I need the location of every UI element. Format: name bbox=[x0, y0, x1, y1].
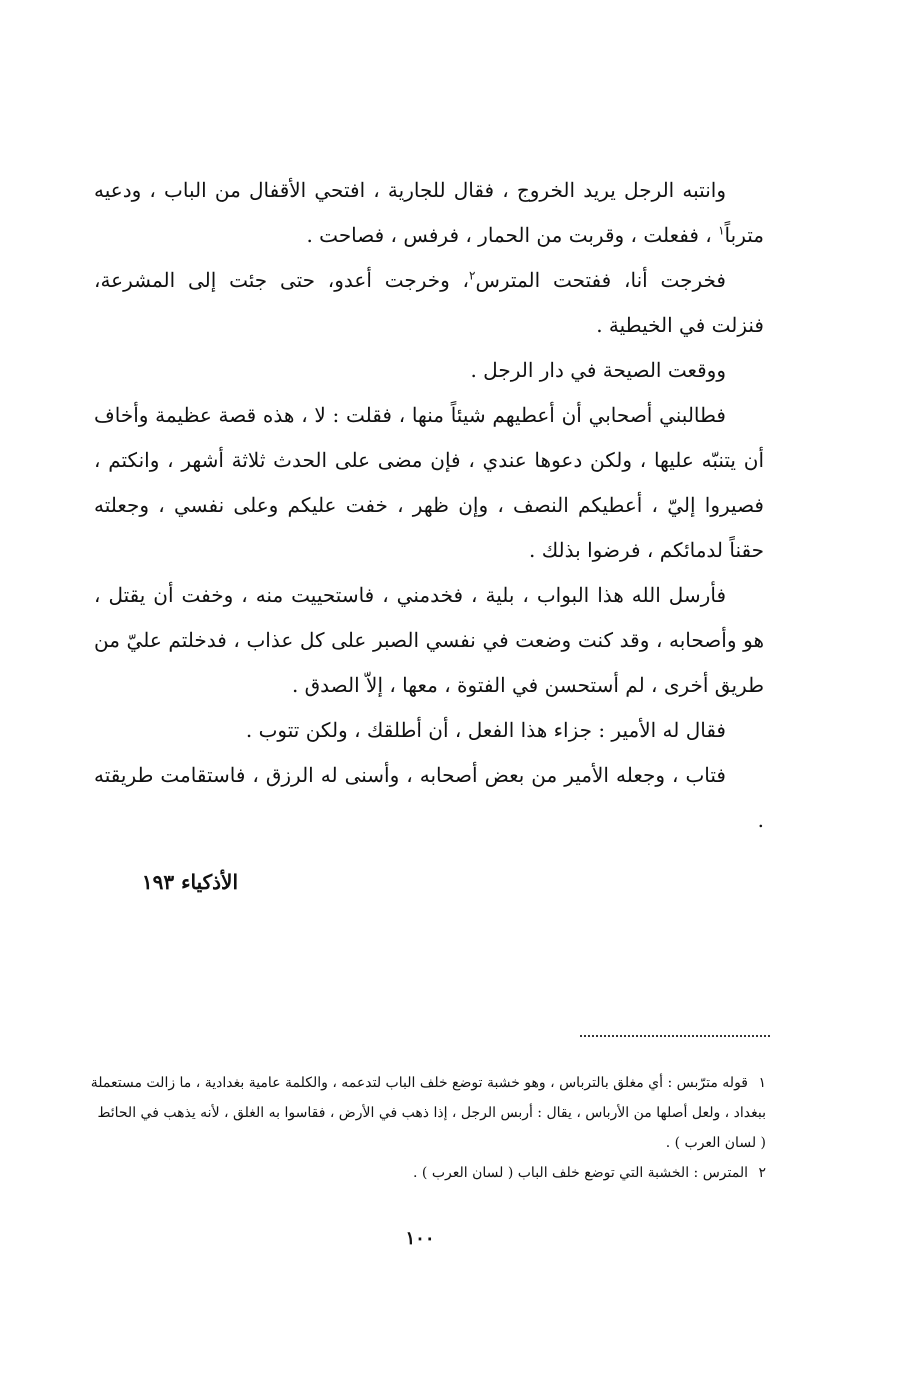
footnote-ref-1: ١ bbox=[718, 223, 725, 238]
footnote-ref-2: ٢ bbox=[469, 268, 476, 283]
body-text bbox=[94, 168, 764, 843]
paragraph-7: فتاب ، وجعله الأمير من بعض أصحابه ، وأسنى له الرزق ، فاستقامت طريقته . bbox=[94, 763, 764, 832]
footnote-2 bbox=[90, 1158, 766, 1188]
footnote-number: ٢ bbox=[758, 1165, 766, 1181]
page-number: ١٠٠ bbox=[405, 1228, 435, 1249]
paragraph-2 bbox=[94, 258, 764, 348]
paragraph-1-tail: ، ففعلت ، وقربت من الحمار ، فرفس ، فصاحت . bbox=[306, 223, 719, 247]
paragraph-2-text: فخرجت أنا، ففتحت المترس bbox=[475, 268, 726, 292]
paragraph-1-text: وانتبه الرجل يريد الخروج ، فقال للجارية ، افتحي الأقفال من الباب ، ودعيه مترباً bbox=[94, 178, 764, 247]
section-heading: الأذكياء ١٩٣ bbox=[141, 870, 238, 894]
paragraph-1 bbox=[94, 168, 764, 258]
paragraph-4: فطالبني أصحابي أن أعطيهم شيئاً منها ، فقلت : لا ، هذه قصة عظيمة وأخاف أن يتنبّه عليها ، ولكن دعوها عندي ، فإن مضى على الحدث ثلاثة أشهر ، وانكتم ، فصيروا إليّ ، أعطيكم النصف ، وإن ظهر ، خفت عليكم وعلى نفسي ، وجعلته حقناً لدمائكم ، فرضوا بذلك . bbox=[94, 403, 764, 562]
footnote-1 bbox=[90, 1068, 766, 1158]
footnote-number: ١ bbox=[758, 1075, 766, 1091]
footnote-text: المترس : الخشبة التي توضع خلف الباب ( لسان العرب ) . bbox=[413, 1165, 748, 1181]
footnotes bbox=[90, 1068, 766, 1188]
paragraph-5: فأرسل الله هذا البواب ، بلية ، فخدمني ، فاستحييت منه ، وخفت أن يقتل ، هو وأصحابه ، وقد كنت وضعت في نفسي الصبر على كل عذاب ، فدخلتم عليّ من طريق أخرى ، لم أستحسن في الفتوة ، معها ، إلاّ الصدق . bbox=[94, 583, 764, 697]
footnote-divider bbox=[580, 1035, 770, 1037]
paragraph-2-tail: ، وخرجت أعدو، حتى جئت إلى المشرعة، فنزلت في الخيطية . bbox=[94, 268, 764, 337]
footnote-text: قوله مترّبس : أي مغلق بالترباس ، وهو خشبة توضع خلف الباب لتدعمه ، والكلمة عامية بغدادية ، ما زالت مستعملة ببغداد ، ولعل أصلها من الأرباس ، يقال : أربس الرجل ، إذا ذهب في الأرض ، فقاسوا به الغلق ، لأنه يذهب في الحائط ( لسان العرب ) . bbox=[90, 1075, 766, 1151]
paragraph-3: ووقعت الصيحة في دار الرجل . bbox=[470, 358, 726, 382]
paragraph-6: فقال له الأمير : جزاء هذا الفعل ، أن أطلقك ، ولكن تتوب . bbox=[245, 718, 726, 742]
